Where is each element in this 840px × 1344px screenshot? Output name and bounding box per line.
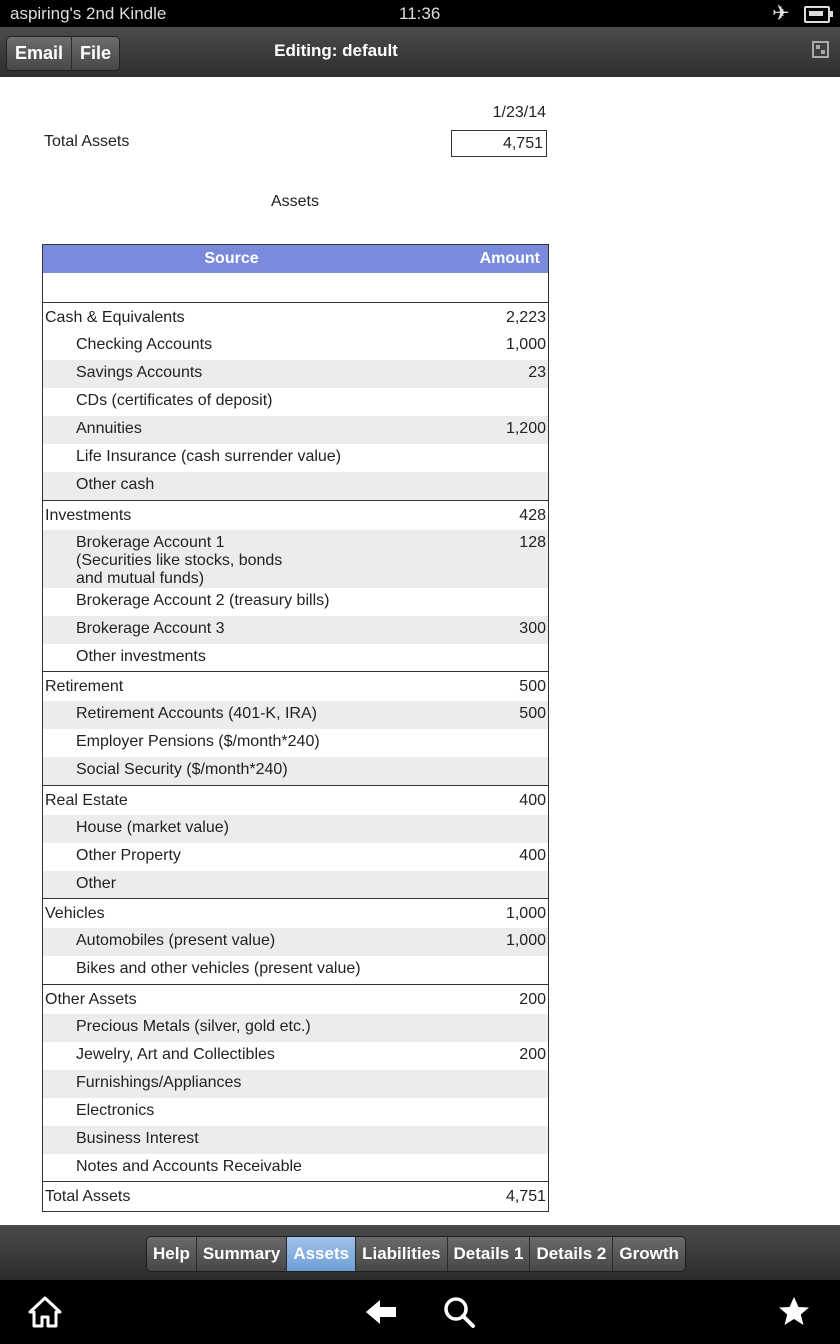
tab-help[interactable]: Help: [147, 1237, 197, 1271]
tab-details-1[interactable]: Details 1: [448, 1237, 531, 1271]
row-label: Jewelry, Art and Collectibles: [76, 1045, 275, 1063]
row-label: CDs (certificates of deposit): [76, 392, 273, 409]
table-row[interactable]: [43, 644, 549, 672]
row-label: Notes and Accounts Receivable: [76, 1157, 302, 1175]
row-label: Automobiles (present value): [43, 928, 421, 956]
star-icon[interactable]: [777, 1295, 811, 1329]
category-row[interactable]: [43, 500, 549, 530]
row-amount: [420, 956, 549, 984]
page-title: Editing: default: [274, 41, 398, 60]
battery-icon: [804, 6, 830, 23]
row-label: Savings Accounts: [43, 360, 421, 388]
tab-bar: [0, 1225, 840, 1280]
row-amount: 2,223: [420, 303, 549, 333]
row-amount: [420, 588, 549, 616]
row-label: Other cash: [43, 472, 421, 500]
table-row[interactable]: [43, 701, 549, 729]
table-row-blank: [43, 273, 549, 303]
row-label: Other Property: [76, 846, 181, 864]
row-amount: [420, 388, 549, 416]
row-amount: [420, 1014, 549, 1042]
search-icon[interactable]: [442, 1295, 476, 1329]
row-amount: 128: [420, 530, 549, 588]
row-label: Checking Accounts: [76, 336, 213, 353]
row-amount: [420, 1154, 549, 1182]
row-amount: [420, 729, 549, 757]
row-label: Retirement Accounts (401-K, IRA): [43, 701, 421, 729]
table-row[interactable]: [43, 388, 549, 416]
table-row[interactable]: [43, 416, 549, 444]
table-row[interactable]: [43, 444, 549, 472]
row-amount: 200: [519, 1045, 546, 1063]
row-amount: [420, 871, 549, 899]
tab-group: [146, 1236, 686, 1272]
row-label: Annuities: [43, 416, 421, 444]
total-row: [43, 1182, 549, 1212]
row-label: Cash & Equivalents: [43, 303, 421, 333]
home-icon[interactable]: [28, 1295, 62, 1329]
row-label: Social Security ($/month*240): [43, 757, 421, 785]
row-amount: [420, 1070, 549, 1098]
row-amount: 400: [420, 785, 549, 815]
row-amount: 200: [420, 984, 549, 1014]
row-label: Life Insurance (cash surrender value): [76, 448, 342, 465]
table-row[interactable]: [43, 472, 549, 500]
row-label: Vehicles: [43, 899, 421, 929]
category-row[interactable]: [43, 899, 549, 929]
assets-table: [42, 244, 549, 1212]
table-row[interactable]: [43, 1098, 549, 1126]
row-label: Real Estate: [43, 785, 421, 815]
table-row[interactable]: [43, 729, 549, 757]
category-row[interactable]: [43, 303, 549, 333]
qr-code-icon[interactable]: [812, 41, 829, 58]
table-row[interactable]: [43, 1126, 549, 1154]
row-label: Employer Pensions ($/month*240): [76, 733, 320, 750]
back-arrow-icon[interactable]: [364, 1295, 398, 1329]
email-button[interactable]: Email: [7, 37, 72, 70]
column-header-source: Source: [43, 245, 421, 274]
table-row[interactable]: [43, 815, 549, 843]
row-label: Bikes and other vehicles (present value): [76, 960, 361, 977]
tab-details-2[interactable]: Details 2: [530, 1237, 613, 1271]
total-assets-label: Total Assets: [44, 133, 130, 150]
row-amount: [420, 757, 549, 785]
row-amount: [420, 1098, 549, 1126]
row-label: Other: [43, 871, 421, 899]
section-title: Assets: [270, 193, 319, 210]
row-amount: [420, 472, 549, 500]
row-label: Retirement: [43, 672, 421, 702]
table-row[interactable]: [43, 871, 549, 899]
system-nav-bar: [0, 1280, 840, 1344]
device-name: aspiring's 2nd Kindle: [10, 4, 167, 23]
row-amount: 1,000: [420, 899, 549, 929]
row-amount: 4,751: [420, 1182, 549, 1212]
row-label: Electronics: [76, 1101, 155, 1119]
status-bar: [0, 0, 840, 27]
top-toolbar: [0, 27, 840, 77]
row-label: Investments: [43, 500, 421, 530]
table-row[interactable]: [43, 956, 549, 984]
row-amount: 300: [420, 616, 549, 644]
row-amount: 1,000: [505, 336, 546, 353]
airplane-icon: ✈: [772, 2, 790, 25]
table-row[interactable]: [43, 360, 549, 388]
tab-liabilities[interactable]: Liabilities: [356, 1237, 447, 1271]
table-row[interactable]: [43, 1070, 549, 1098]
category-row[interactable]: [43, 984, 549, 1014]
total-assets-value: 4,751: [451, 130, 547, 157]
tab-growth[interactable]: Growth: [613, 1237, 685, 1271]
row-label: House (market value): [43, 815, 421, 843]
row-amount: 1,200: [420, 416, 549, 444]
table-row[interactable]: [43, 332, 549, 360]
row-amount: 500: [420, 701, 549, 729]
table-row[interactable]: [43, 530, 549, 588]
table-row[interactable]: [43, 1042, 549, 1070]
row-label: Brokerage Account 1 (Securities like stocks, bonds and mutual funds): [43, 530, 421, 588]
row-amount: [420, 444, 549, 472]
category-row[interactable]: [43, 785, 549, 815]
row-label: Other Assets: [43, 984, 421, 1014]
table-row[interactable]: [43, 928, 549, 956]
row-label: Business Interest: [43, 1126, 421, 1154]
row-amount: 400: [519, 846, 546, 864]
row-label: Precious Metals (silver, gold etc.): [43, 1014, 421, 1042]
summary-date: 1/23/14: [492, 104, 546, 121]
row-label: Brokerage Account 3: [43, 616, 421, 644]
file-button[interactable]: File: [72, 37, 119, 70]
row-amount: 1,000: [420, 928, 549, 956]
table-row[interactable]: [43, 843, 549, 871]
column-header-amount: Amount: [420, 245, 549, 274]
table-row[interactable]: [43, 616, 549, 644]
tab-summary[interactable]: Summary: [197, 1237, 287, 1271]
row-amount: 428: [420, 500, 549, 530]
table-row[interactable]: [43, 1014, 549, 1042]
tab-assets[interactable]: Assets: [287, 1237, 356, 1271]
table-row[interactable]: [43, 1154, 549, 1182]
row-label: Furnishings/Appliances: [43, 1070, 421, 1098]
row-label: Other investments: [76, 647, 206, 665]
row-label: Brokerage Account 2 (treasury bills): [76, 591, 330, 609]
clock: 11:36: [399, 4, 441, 23]
row-amount: [420, 644, 549, 672]
row-amount: [420, 815, 549, 843]
row-amount: 500: [420, 672, 549, 702]
table-row[interactable]: [43, 757, 549, 785]
row-amount: [420, 1126, 549, 1154]
table-row[interactable]: [43, 588, 549, 616]
row-label: Total Assets: [43, 1182, 421, 1212]
category-row[interactable]: [43, 672, 549, 702]
row-amount: 23: [420, 360, 549, 388]
